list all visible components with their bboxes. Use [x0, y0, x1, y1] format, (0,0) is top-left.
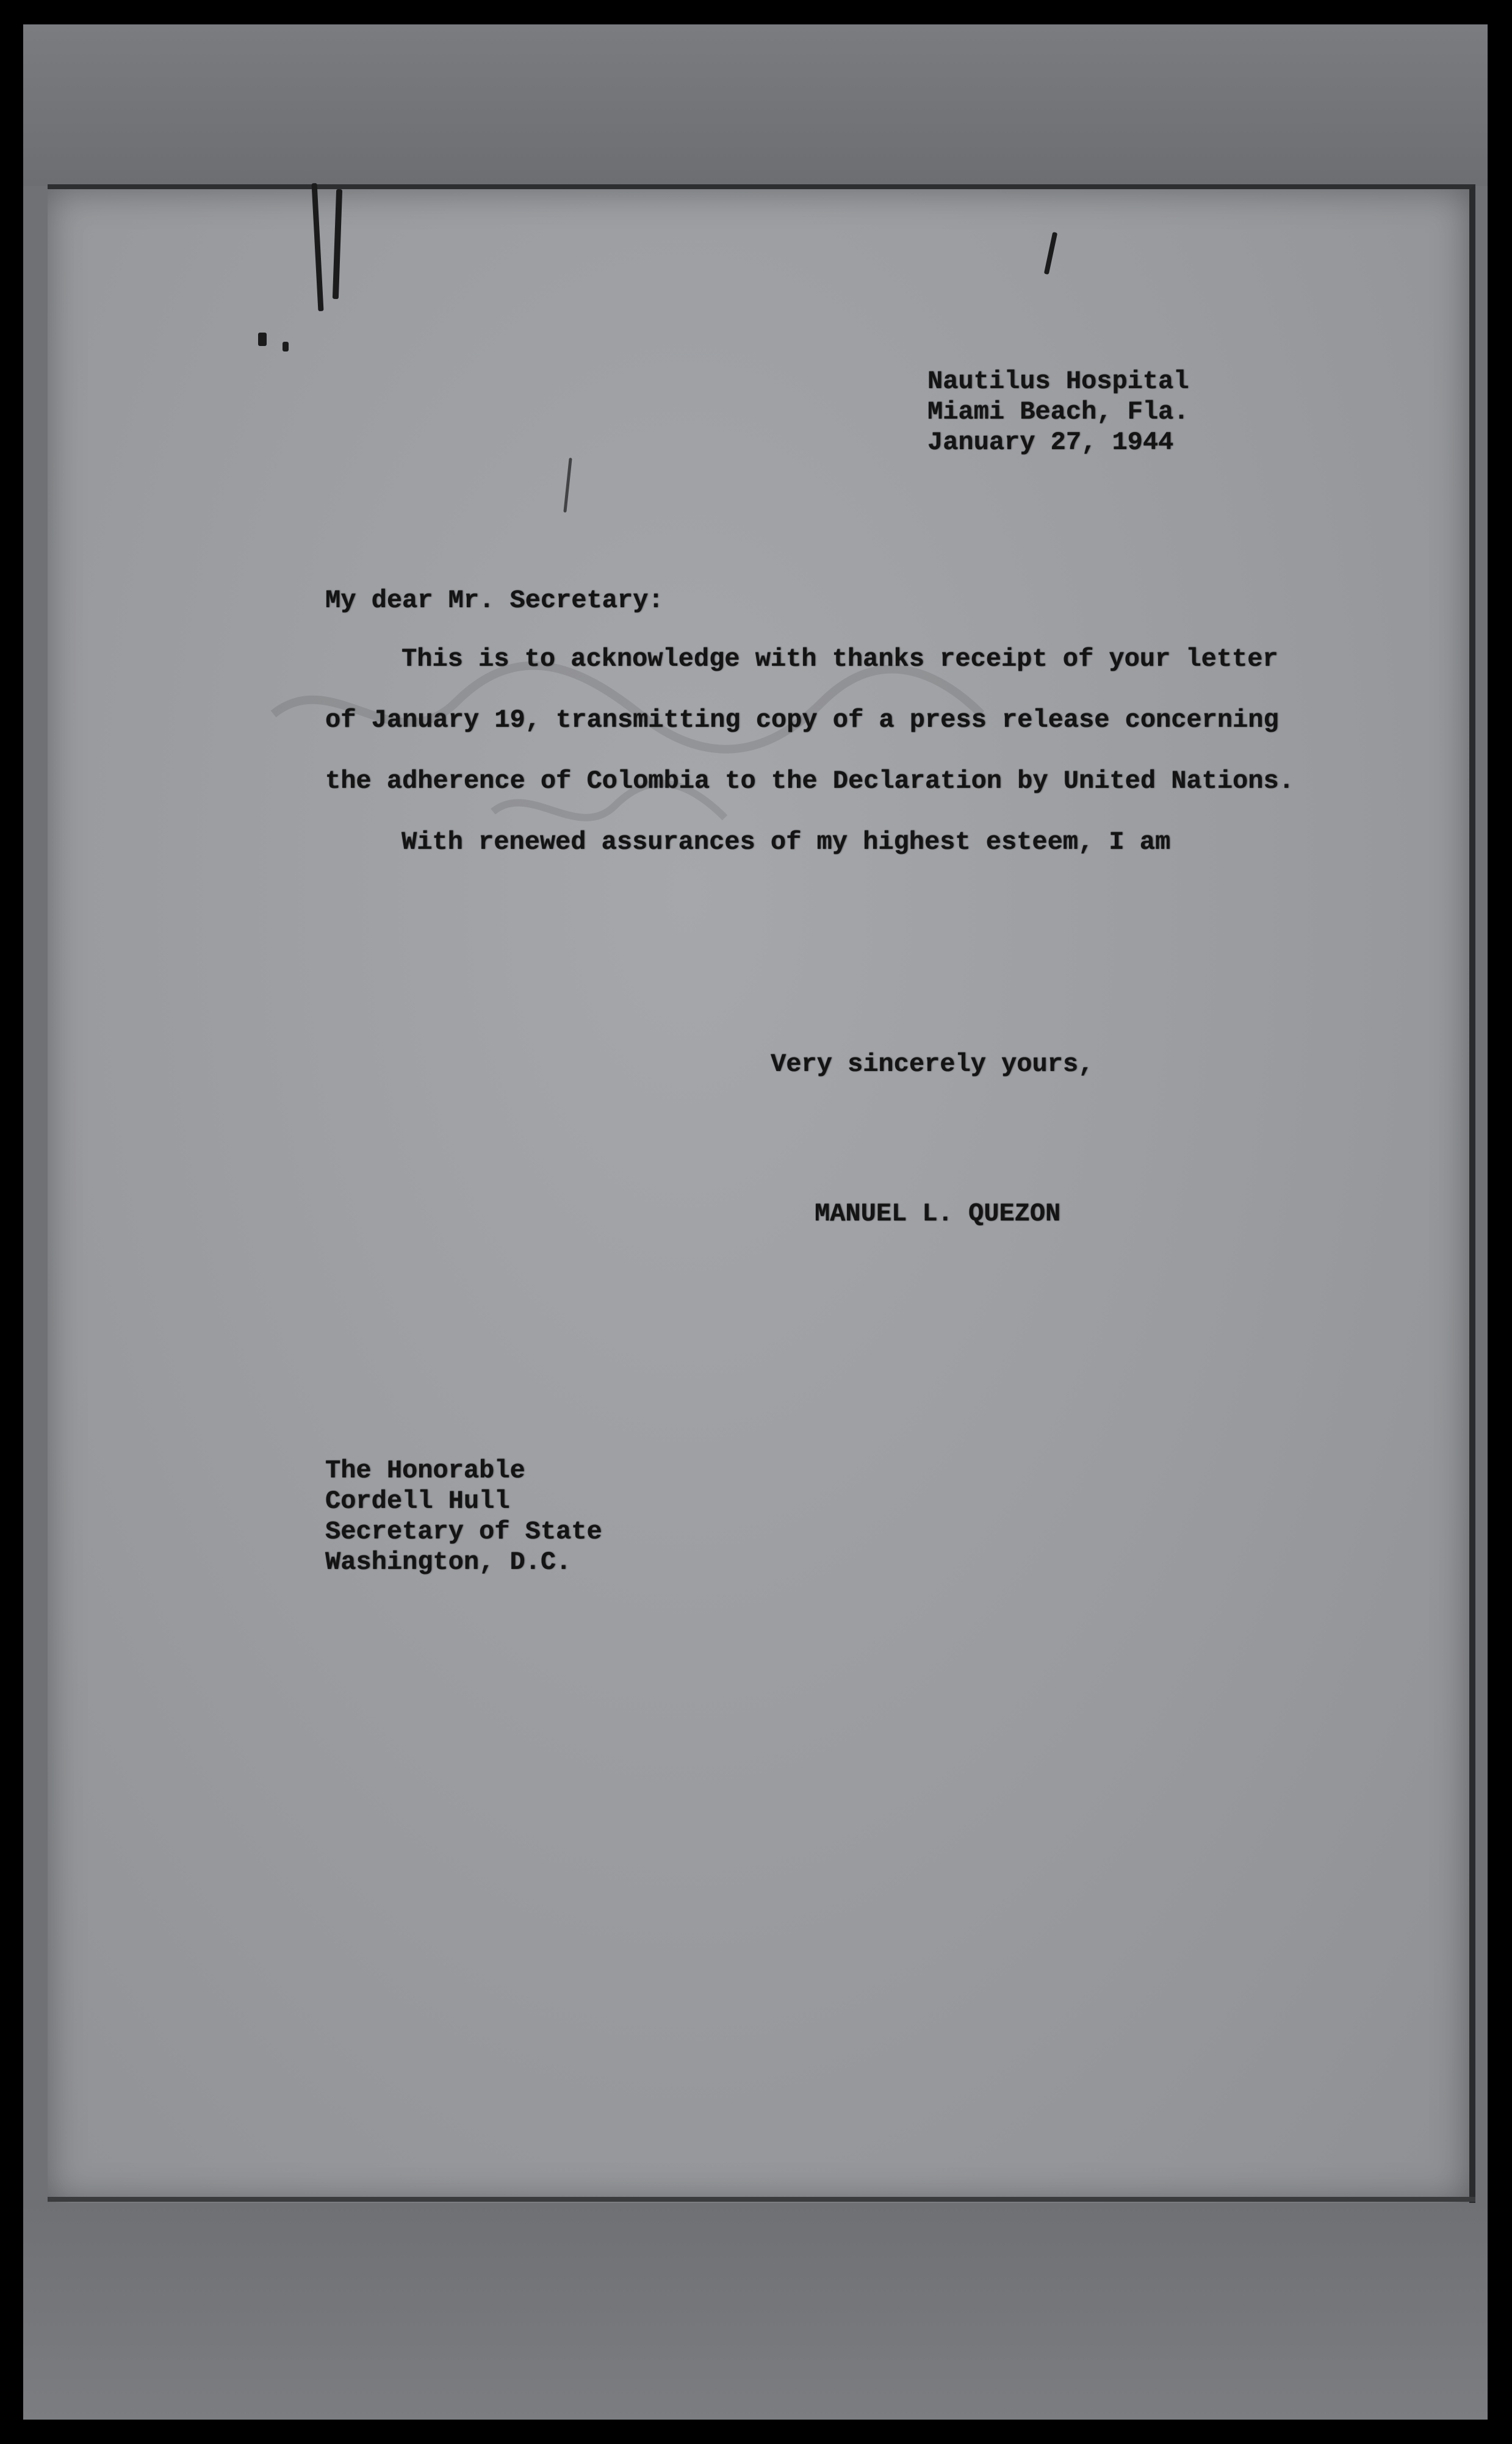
closing: Very sincerely yours,	[771, 1050, 1094, 1079]
letter-body	[325, 629, 1294, 873]
letter-sheet	[48, 184, 1475, 2203]
sheet-bottom-edge	[48, 2197, 1475, 2202]
heading-line: Nautilus Hospital	[927, 367, 1189, 396]
address-line: Secretary of State	[325, 1517, 602, 1546]
address-line: Washington, D.C.	[325, 1548, 572, 1577]
body-line: of January 19, transmitting copy of a press release concerning	[325, 705, 1279, 735]
staple-mark	[333, 189, 342, 299]
heading-line: Miami Beach, Fla.	[927, 397, 1189, 427]
signature: MANUEL L. QUEZON	[815, 1199, 1061, 1228]
body-line: the adherence of Colombia to the Declaration by United Nations.	[325, 766, 1294, 796]
staple-mark	[312, 183, 324, 311]
body-line: This is to acknowledge with thanks receipt of your letter	[401, 644, 1278, 674]
address-line: The Honorable	[325, 1456, 525, 1485]
scan-top-strip	[23, 24, 1488, 186]
salutation: My dear Mr. Secretary:	[325, 586, 664, 615]
recipient-address	[325, 1455, 602, 1577]
body-line: With renewed assurances of my highest esteem, I am	[401, 827, 1171, 857]
ink-speck	[1044, 232, 1057, 275]
ink-speck	[258, 333, 267, 346]
heading-line: January 27, 1944	[927, 428, 1174, 457]
ink-speck	[563, 458, 572, 513]
scan-bottom-strip	[23, 2200, 1488, 2420]
letter-heading	[927, 366, 1189, 458]
document-scan	[23, 24, 1488, 2420]
ink-speck	[283, 342, 289, 351]
address-line: Cordell Hull	[325, 1487, 510, 1516]
